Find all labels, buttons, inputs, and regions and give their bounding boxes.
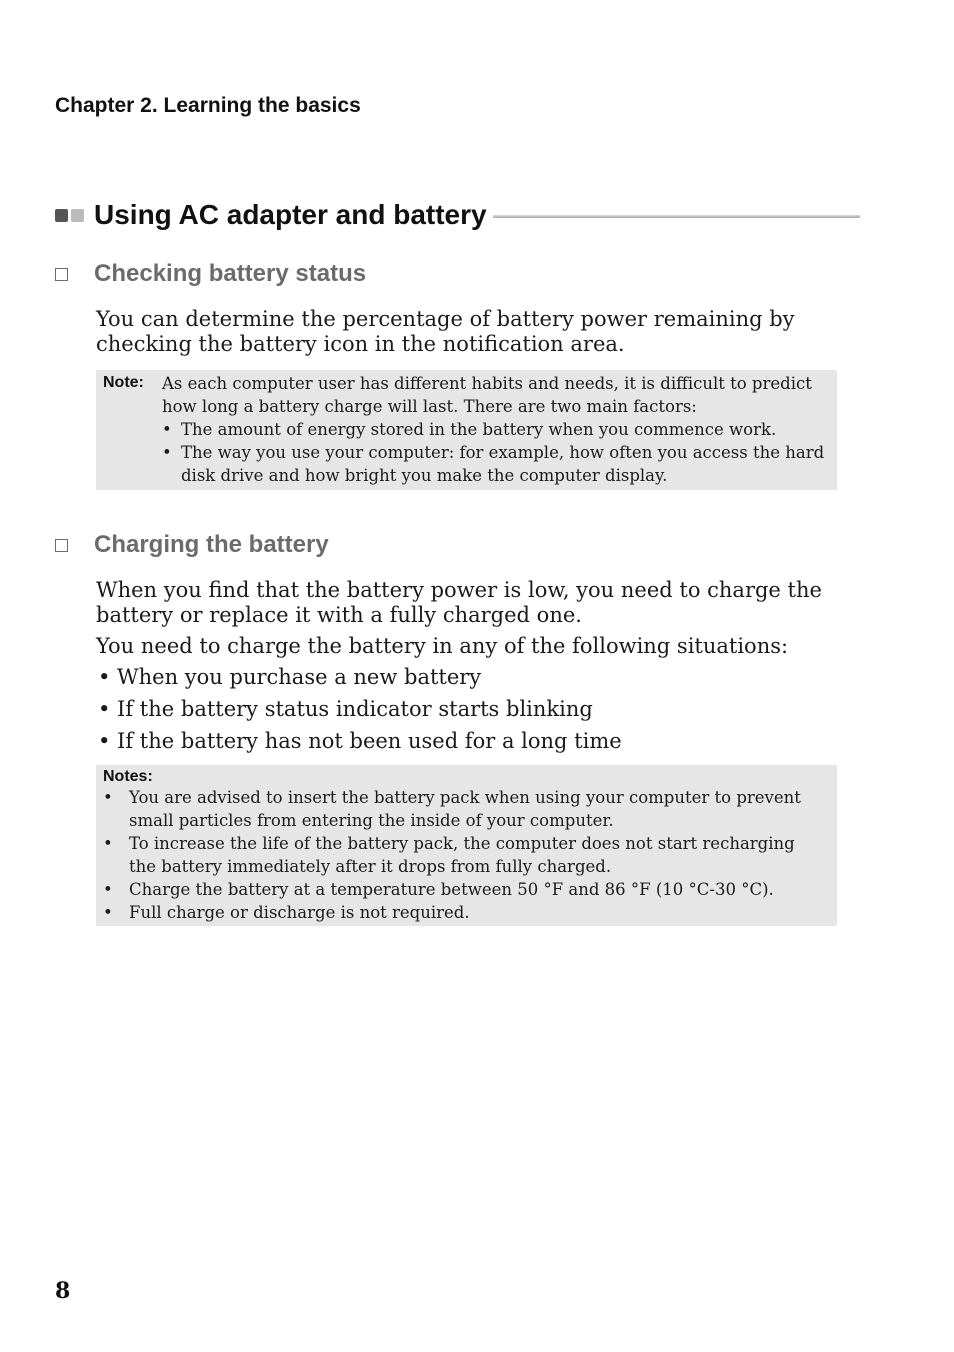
list-item: • If the battery status indicator starts blinking [98,697,593,721]
note-label: Note: [103,374,144,391]
note-bullet-text: The amount of energy stored in the battery when you commence work. [181,420,777,439]
note-bullet: • The way you use your computer: for example, how often you access the hard disk drive and how bright you make the computer display. [162,443,825,485]
section-title: Using AC adapter and battery [94,199,487,230]
page-number: 8 [55,1278,71,1304]
notes-item-text: To increase the life of the battery pack, the computer does not start recharging the battery immediately after it drops from fully charged. [129,834,795,876]
list-item: • If the battery has not been used for a long time [98,729,622,753]
subheading-checking [55,260,366,288]
charging-paragraph-2: You need to charge the battery in any of the following situations: [96,634,789,658]
square-bullet-icon [55,268,68,281]
notes-item: • Charge the battery at a temperature between 50 °F and 86 °F (10 °C-30 °C). [103,878,825,901]
notes-item: • You are advised to insert the battery pack when using your computer to prevent small particles from entering the inside of your computer. [103,786,825,832]
list-item: • When you purchase a new battery [98,665,482,689]
subheading-charging [55,531,329,559]
note-intro: As each computer user has different habits and needs, it is difficult to predict how long a battery charge will last. There are two main factors: [162,374,812,416]
note-bullet-text: The way you use your computer: for example, how often you access the hard disk drive and how bright you make the computer display. [181,443,825,485]
note-box [96,370,837,490]
notes-item-text: Full charge or discharge is not required. [129,903,470,922]
section-title-row [55,197,860,233]
checking-paragraph: You can determine the percentage of battery power remaining by checking the battery icon in the notification area. [96,307,795,356]
square-bullet-icon [55,539,68,552]
notes-item-text: You are advised to insert the battery pack when using your computer to prevent small particles from entering the inside of your computer. [129,788,801,830]
subheading-charging-text: Charging the battery [94,531,329,558]
title-bullet-icon [55,209,84,222]
notes-item-text: Charge the battery at a temperature between 50 °F and 86 °F (10 °C-30 °C). [129,880,774,899]
notes-item: • Full charge or discharge is not required. [103,901,825,924]
notes-label: Notes: [103,768,153,785]
subheading-checking-text: Checking battery status [94,260,367,287]
charging-bullet-list [98,661,868,757]
title-rule [493,215,860,218]
notes-item: • To increase the life of the battery pack, the computer does not start recharging the battery immediately after it drops from fully charged. [103,832,825,878]
note-bullet: • The amount of energy stored in the battery when you commence work. [162,418,825,441]
notes-box [96,765,837,926]
chapter-header: Chapter 2. Learning the basics [55,94,361,117]
charging-paragraph-1: When you find that the battery power is low, you need to charge the battery or replace it with a fully charged one. [96,578,822,627]
